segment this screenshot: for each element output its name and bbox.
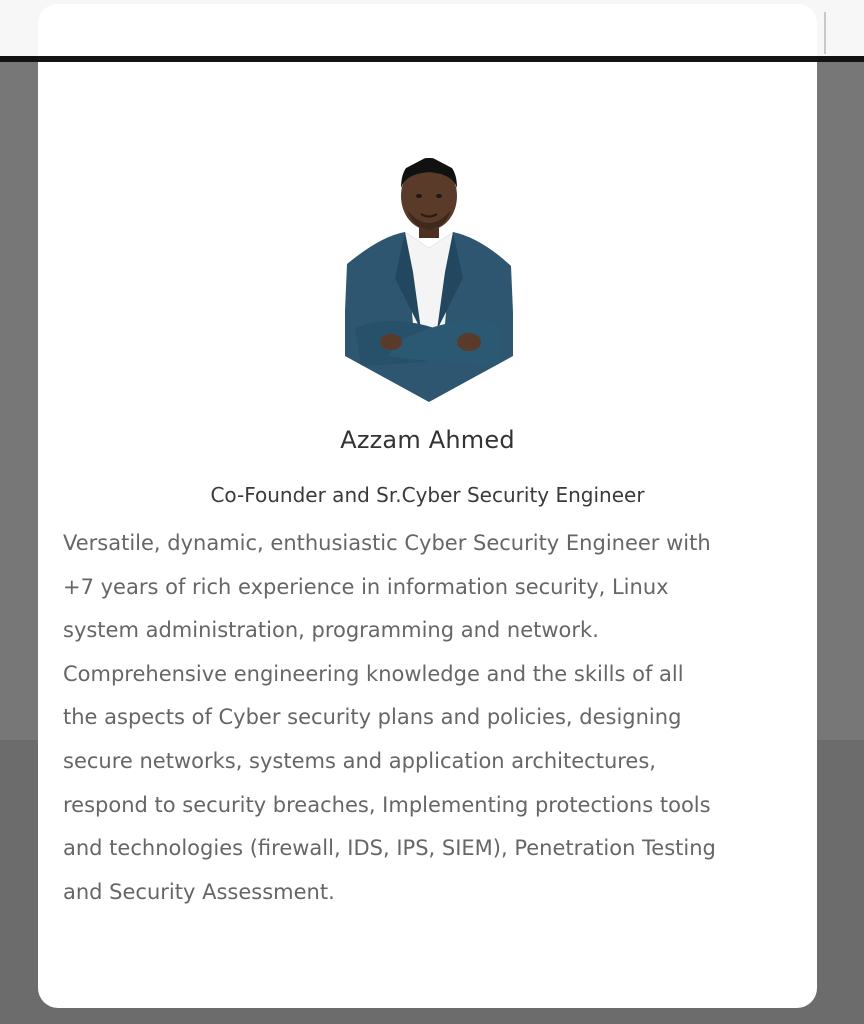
bio-line: Versatile, dynamic, enthusiastic Cyber Security Engineer with [63, 531, 711, 555]
bio-line: respond to security breaches, Implementing protections tools [63, 792, 711, 817]
bio-line: +7 years of rich experience in information security, Linux [63, 574, 669, 599]
profile-modal [38, 4, 817, 1008]
bio-line: and technologies (firewall, IDS, IPS, SIEM), Penetration Testing [63, 836, 716, 861]
bio-line: the aspects of Cyber security plans and policies, designing [63, 705, 682, 730]
bio-line: Comprehensive engineering knowledge and the skills of all [63, 661, 684, 686]
profile-name: Azzam Ahmed [340, 426, 515, 454]
profile-role: Co-Founder and Sr.Cyber Security Engineer [210, 483, 645, 507]
ruler-tick [824, 12, 826, 54]
profile-bio [63, 522, 798, 914]
bio-line: secure networks, systems and application architectures, [63, 748, 656, 773]
modal-header-area [38, 4, 817, 56]
modal-header-divider [38, 56, 817, 62]
profile-photo [341, 152, 517, 404]
bio-line: and Security Assessment. [63, 879, 335, 904]
bio-line: system administration, programming and network. [63, 618, 599, 643]
